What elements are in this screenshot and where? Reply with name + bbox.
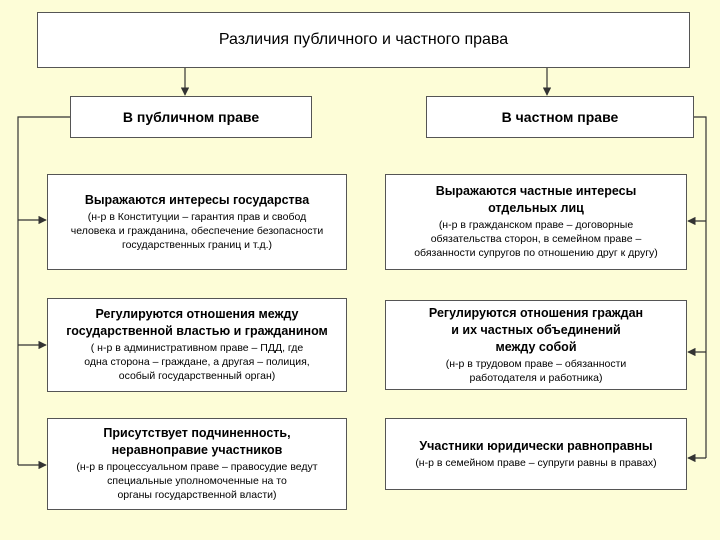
diagram-title-box xyxy=(37,12,690,68)
right-bracket-line xyxy=(694,117,706,458)
private-row-1-note: (н-р в гражданском праве – договорные обязательства сторон, в семейном праве – обязанности супругов по отношению друг к другу) xyxy=(414,219,658,260)
public-row-2 xyxy=(47,298,347,392)
public-row-3-note: (н-р в процессуальном праве – правосудие ведут специальные уполномоченные на то органы государственной власти) xyxy=(76,461,318,502)
public-law-heading-box xyxy=(70,96,312,138)
public-row-1-main: Выражаются интересы государства xyxy=(84,192,310,207)
diagram-title: Различия публичного и частного права xyxy=(218,31,509,48)
private-row-1-main: Выражаются частные интересы отдельных лиц xyxy=(435,184,637,216)
private-row-3 xyxy=(385,418,687,490)
left-bracket-line xyxy=(18,117,70,465)
private-row-1 xyxy=(385,174,687,270)
public-law-heading: В публичном праве xyxy=(122,109,260,125)
public-row-2-note: ( н-р в административном праве – ПДД, где одна сторона – граждане, а другая – полиция, особый государственный орган) xyxy=(84,342,310,383)
private-law-heading-box xyxy=(426,96,694,138)
private-row-2 xyxy=(385,300,687,390)
private-row-3-main: Участники юридически равноправны xyxy=(419,438,653,453)
public-row-2-main: Регулируются отношения между государственной властью и гражданином xyxy=(66,307,328,339)
public-row-1-note: (н-р в Конституции – гарантия прав и свобод человека и гражданина, обеспечение безопасности государственных границ и т.д.) xyxy=(70,210,324,252)
private-row-2-note: (н-р в трудовом праве – обязанности работодателя и работника) xyxy=(445,357,627,384)
private-law-heading: В частном праве xyxy=(501,109,619,125)
public-row-1 xyxy=(47,174,347,270)
private-row-2-main: Регулируются отношения граждан и их частных объединений между собой xyxy=(428,306,644,354)
private-row-3-note: (н-р в семейном праве – супруги равны в правах) xyxy=(415,456,657,469)
public-row-3-main: Присутствует подчиненность, неравноправие участников xyxy=(103,426,291,458)
public-row-3 xyxy=(47,418,347,510)
